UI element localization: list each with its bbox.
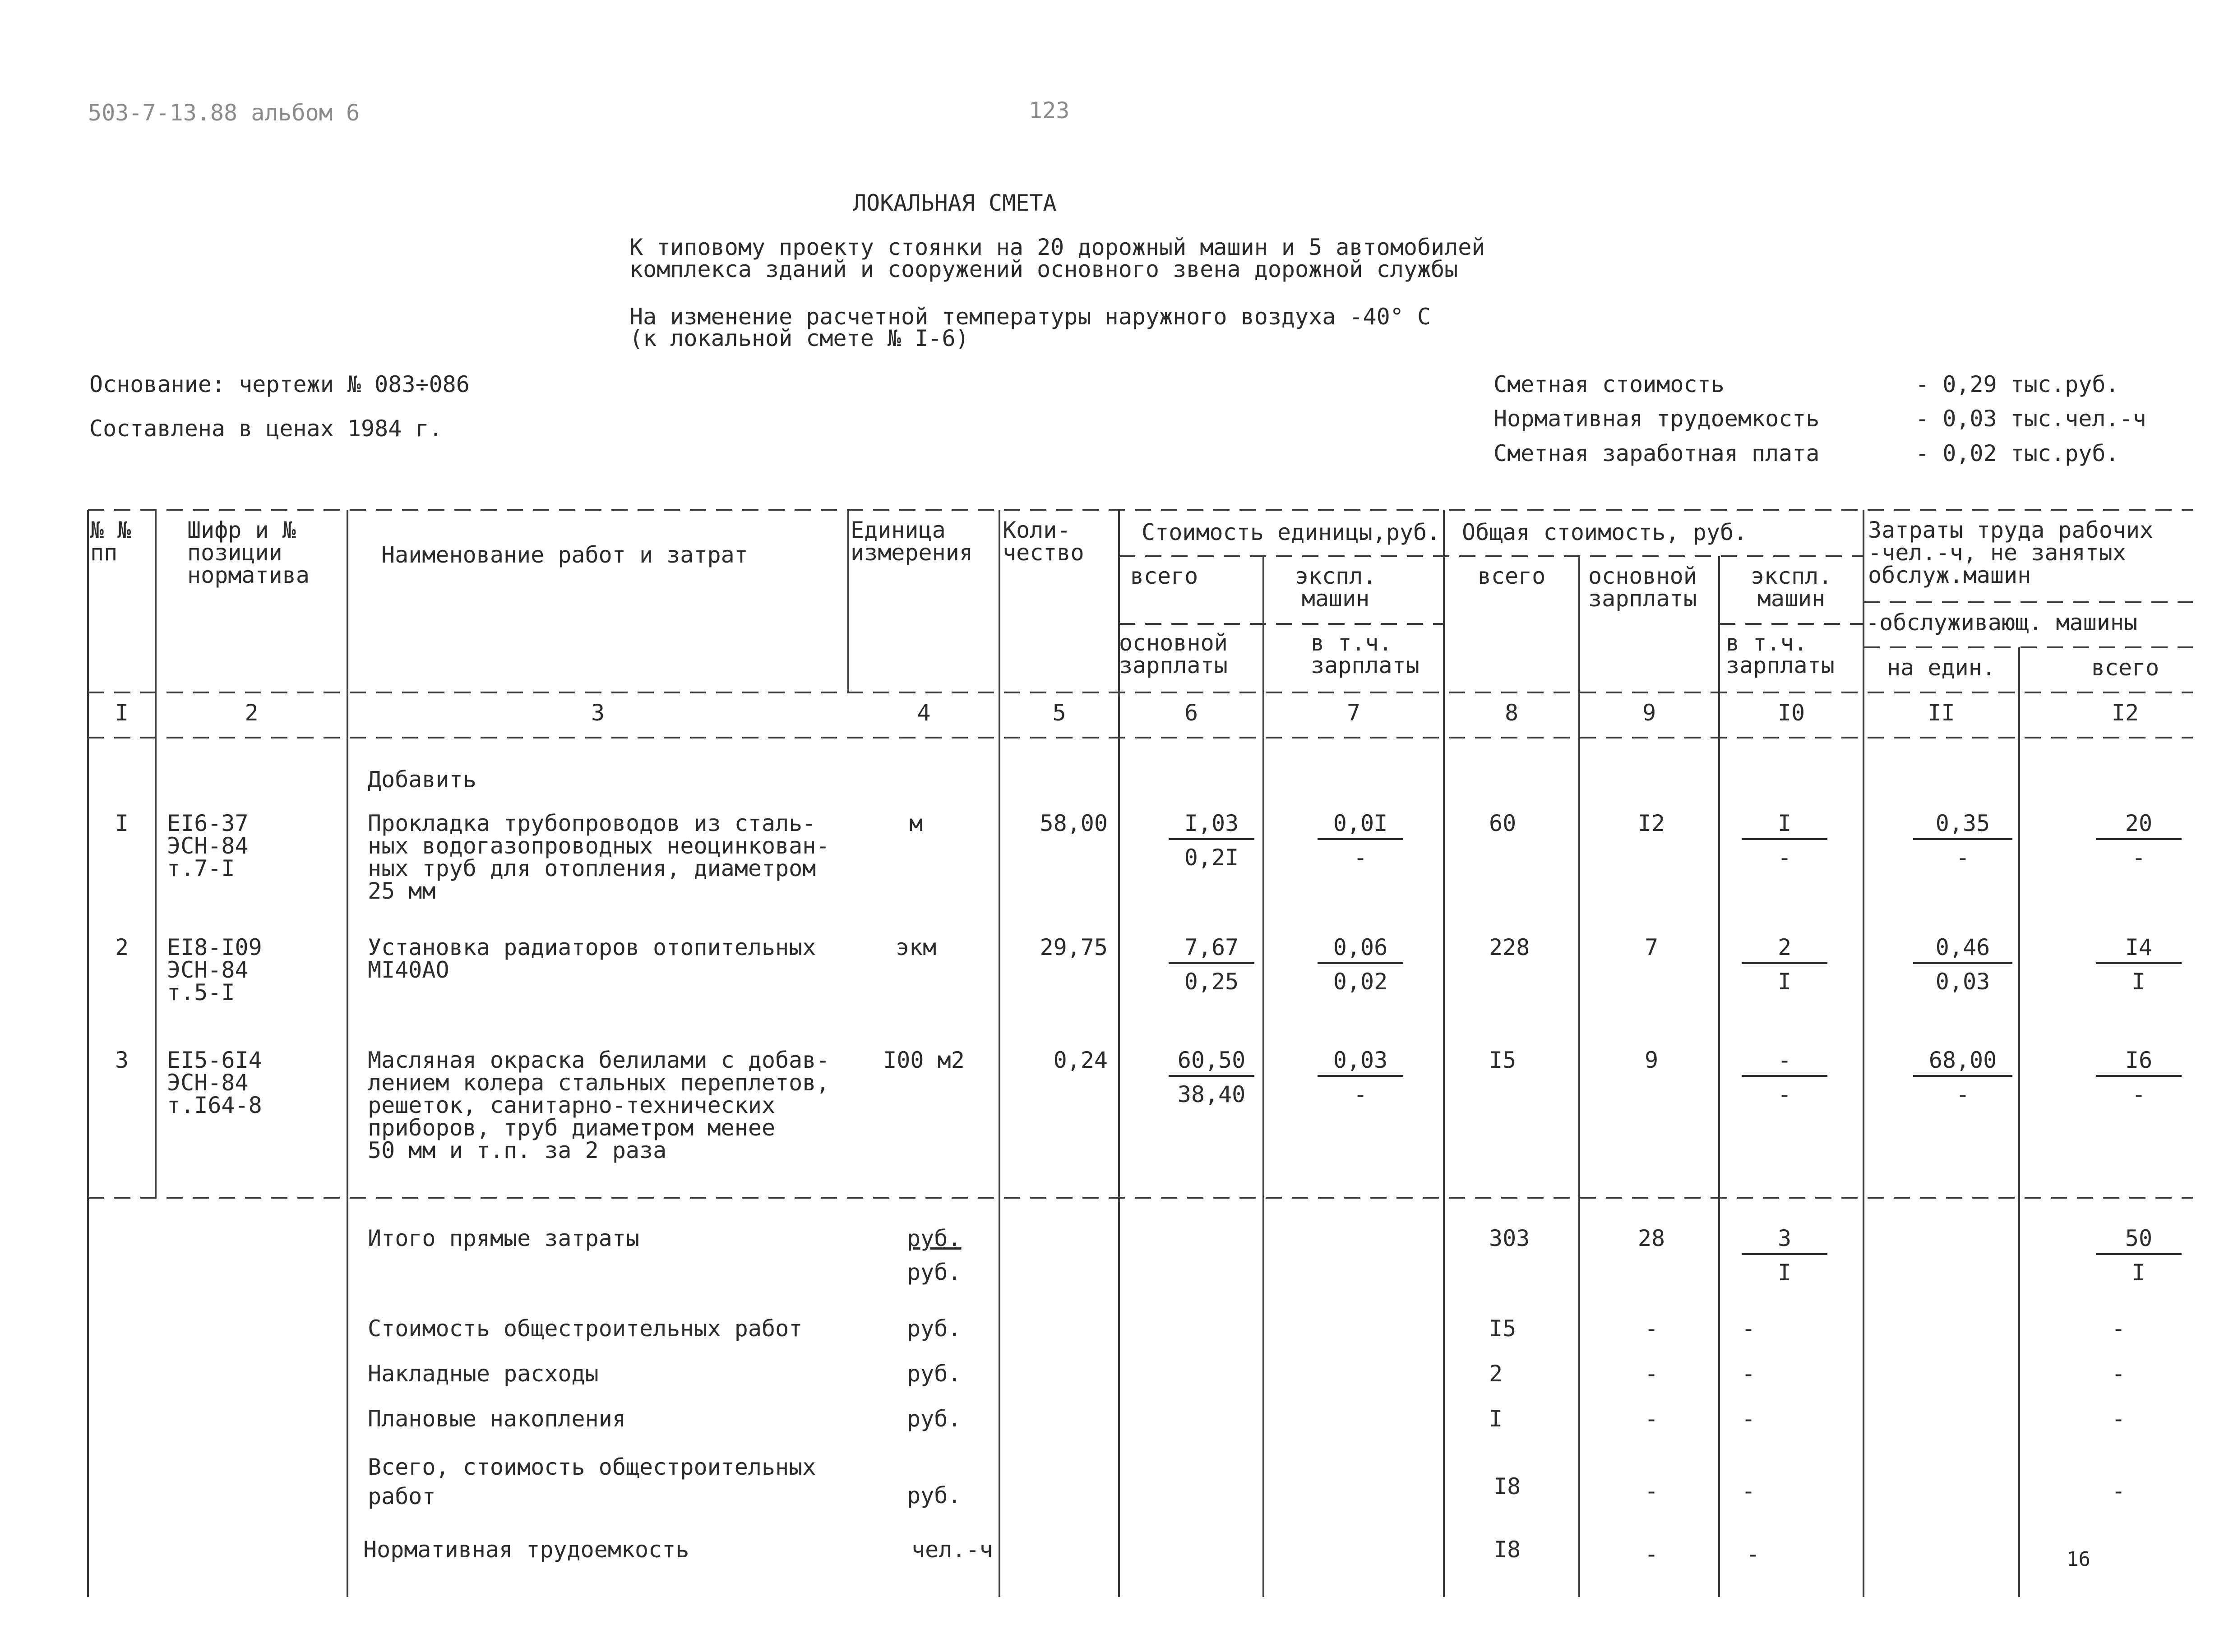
header-labor: Затраты труда рабочих -чел.-ч, не занятых обслуж.машин <box>1868 517 2154 588</box>
row-unit-machines <box>1318 936 1403 993</box>
total-unit: руб. <box>907 1361 962 1387</box>
row-total-wage: 7 <box>1644 934 1659 960</box>
column-number-9: 9 <box>1642 700 1656 726</box>
row-unit-cost <box>1169 936 1254 993</box>
purpose-line-1: На изменение расчетной температуры наружного воздуха -40° С <box>629 304 1431 330</box>
header-work-name: Наименование работ и затрат <box>381 542 748 568</box>
total-cost: 2 <box>1489 1361 1503 1387</box>
total-name: Нормативная трудоемкость <box>363 1537 689 1563</box>
row-unit-cost-wage: 0,2I <box>1184 844 1239 871</box>
total-labor: - <box>2112 1361 2126 1387</box>
summary-label-labor: Нормативная трудоемкость <box>1494 406 1820 432</box>
total-name: Итого прямые затраты <box>368 1225 640 1251</box>
row-unit-machines-total: 0,0I <box>1318 812 1403 840</box>
header-labor-total: всего <box>2091 655 2159 681</box>
subtitle-line-1: К типовому проекту стоянки на 20 дорожный машин и 5 автомобилей <box>629 234 1485 260</box>
subtitle-line-2: комплекса зданий и сооружений основного звена дорожной службы <box>629 256 1458 282</box>
total-labor-top: 50 <box>2096 1227 2182 1255</box>
row-labor-per-unit-top: 0,46 <box>1913 936 2012 964</box>
row-total-machines-total: - <box>1742 1049 1827 1077</box>
header-total-all: всего <box>1477 563 1546 589</box>
total-machines: - <box>1742 1478 1756 1504</box>
header-total-machines: экспл. машин <box>1750 563 1832 612</box>
row-unit-machines-total: 0,06 <box>1318 936 1403 964</box>
row-labor-per-unit-top: 0,35 <box>1913 812 2012 840</box>
total-machines: - <box>1742 1406 1756 1432</box>
purpose-line-2: (к локальной смете № I-6) <box>629 325 969 351</box>
summary-label-cost: Сметная стоимость <box>1494 371 1725 397</box>
total-machines-top: 3 <box>1742 1227 1827 1255</box>
section-label: Добавить <box>368 766 476 793</box>
corner-page-mark: 16 <box>2067 1548 2090 1571</box>
total-name: Всего, стоимость общестроительных работ <box>368 1454 816 1509</box>
summary-label-wage: Сметная заработная плата <box>1494 440 1820 466</box>
column-number-3: 3 <box>591 700 605 726</box>
header-total-cost: Общая стоимость, руб. <box>1462 519 1748 545</box>
total-cost: I <box>1489 1406 1503 1432</box>
summary-value-wage: - 0,02 тыс.руб. <box>1915 440 2119 466</box>
total-unit: руб. <box>907 1315 962 1342</box>
row-total-machines <box>1742 812 1827 869</box>
row-unit: м <box>909 810 923 836</box>
row-number: I <box>115 810 129 836</box>
column-number-11: II <box>1928 700 1955 726</box>
row-code: EI8-I09 ЭСН-84 т.5-I <box>167 934 262 1006</box>
total-wage: - <box>1644 1406 1659 1432</box>
column-number-10: I0 <box>1777 700 1805 726</box>
row-labor-per-unit-top: 68,00 <box>1913 1049 2012 1077</box>
row-labor-total-bottom: - <box>2132 844 2146 871</box>
row-unit-machines-wage: - <box>1353 844 1368 871</box>
total-wage: - <box>1644 1478 1659 1504</box>
header-pp: № № пп <box>90 517 131 566</box>
total-wage: - <box>1644 1315 1659 1342</box>
document-reference: 503-7-13.88 альбом 6 <box>88 100 360 126</box>
row-total-machines <box>1742 936 1827 993</box>
header-unit-machines: экспл. машин <box>1295 563 1377 612</box>
row-total-machines-total: 2 <box>1742 936 1827 964</box>
header-unit-machines-wage: в т.ч. зарплаты <box>1311 630 1420 678</box>
total-cost: I8 <box>1494 1473 1521 1500</box>
row-unit-cost-total: I,03 <box>1169 812 1254 840</box>
row-number: 2 <box>115 934 129 960</box>
header-unit-total: всего <box>1130 563 1198 589</box>
total-unit: чел.-ч <box>911 1537 993 1563</box>
total-machines: - <box>1742 1361 1756 1387</box>
total-unit: руб. <box>907 1482 962 1509</box>
basis-text: Основание: чертежи № 083÷086 <box>89 371 470 397</box>
row-code: EI6-37 ЭСН-84 т.7-I <box>167 810 249 881</box>
row-unit-cost <box>1169 1049 1254 1106</box>
row-total-machines-total: I <box>1742 812 1827 840</box>
document-title: ЛОКАЛЬНАЯ СМЕТА <box>853 190 1057 216</box>
row-unit-cost-wage: 38,40 <box>1177 1081 1246 1107</box>
row-total-cost: 228 <box>1489 934 1530 960</box>
page-number: 123 <box>1029 97 1070 124</box>
row-unit: экм <box>895 934 937 960</box>
row-number: 3 <box>115 1047 129 1073</box>
column-number-12: I2 <box>2111 700 2139 726</box>
total-cost: I5 <box>1489 1315 1517 1342</box>
total-unit: руб. <box>907 1225 962 1251</box>
row-work-name: Прокладка трубопроводов из сталь- ных водогазопроводных неоцинкован- ных труб для отопления, диаметром 25 мм <box>368 810 830 904</box>
total-labor <box>2096 1227 2182 1284</box>
total-name: Накладные расходы <box>368 1361 599 1387</box>
header-code: Шифр и № позиции норматива <box>187 517 310 588</box>
total-name: Плановые накопления <box>368 1406 626 1432</box>
row-unit-machines-wage: 0,02 <box>1333 969 1388 995</box>
row-unit-cost <box>1169 812 1254 869</box>
total-labor-bottom: I <box>2132 1260 2146 1286</box>
row-unit-machines <box>1318 812 1403 869</box>
row-unit-cost-wage: 0,25 <box>1184 969 1239 995</box>
total-name: Стоимость общестроительных работ <box>368 1315 803 1342</box>
column-number-8: 8 <box>1504 700 1519 726</box>
row-code: EI5-6I4 ЭСН-84 т.I64-8 <box>167 1047 262 1118</box>
row-quantity: 0,24 <box>1053 1047 1108 1073</box>
summary-value-labor: - 0,03 тыс.чел.-ч <box>1915 406 2146 432</box>
row-unit-cost-total: 60,50 <box>1169 1049 1254 1077</box>
header-unit-cost: Стоимость единицы,руб. <box>1142 519 1441 545</box>
row-labor-per-unit <box>1913 936 2012 993</box>
row-total-machines-wage: - <box>1777 1081 1792 1107</box>
total-cost: 303 <box>1489 1225 1530 1251</box>
header-unit: Единица измерения <box>851 517 973 566</box>
total-machines: - <box>1746 1541 1760 1567</box>
header-labor-sub: -обслуживающ. машины <box>1866 609 2138 636</box>
total-unit-secondary: руб. <box>907 1259 962 1285</box>
total-unit: руб. <box>907 1406 962 1432</box>
row-total-machines-wage: - <box>1777 844 1792 871</box>
total-wage: - <box>1644 1361 1659 1387</box>
row-total-wage: I2 <box>1637 810 1665 836</box>
row-labor-per-unit-bottom: 0,03 <box>1935 969 1990 995</box>
row-total-wage: 9 <box>1644 1047 1659 1073</box>
column-number-1: I <box>115 700 129 726</box>
total-labor: - <box>2112 1478 2126 1504</box>
header-quantity: Коли- чество <box>1003 517 1084 566</box>
row-unit-machines-total: 0,03 <box>1318 1049 1403 1077</box>
row-unit: I00 м2 <box>883 1047 965 1073</box>
row-labor-total-top: I6 <box>2096 1049 2182 1077</box>
header-unit-wage: основной зарплаты <box>1119 630 1228 678</box>
column-number-5: 5 <box>1052 700 1066 726</box>
header-total-machines-wage: в т.ч. зарплаты <box>1726 630 1835 678</box>
row-total-cost: 60 <box>1489 810 1517 836</box>
row-labor-total-bottom: I <box>2132 969 2146 995</box>
row-total-machines <box>1742 1049 1827 1106</box>
row-labor-total <box>2096 812 2182 869</box>
row-total-machines-wage: I <box>1777 969 1792 995</box>
column-number-2: 2 <box>245 700 259 726</box>
row-labor-total-top: I4 <box>2096 936 2182 964</box>
row-work-name: Установка радиаторов отопительных МI40АО <box>368 934 816 983</box>
column-number-6: 6 <box>1184 700 1198 726</box>
total-machines: - <box>1742 1315 1756 1342</box>
total-labor: - <box>2112 1315 2126 1342</box>
row-quantity: 58,00 <box>1040 810 1108 836</box>
price-base-text: Составлена в ценах 1984 г. <box>89 415 443 442</box>
column-number-7: 7 <box>1346 700 1361 726</box>
total-cost: I8 <box>1494 1537 1521 1563</box>
row-labor-total <box>2096 936 2182 993</box>
row-quantity: 29,75 <box>1040 934 1108 960</box>
column-number-4: 4 <box>917 700 931 726</box>
row-labor-per-unit <box>1913 1049 2012 1106</box>
header-total-wage: основной зарплаты <box>1588 563 1697 612</box>
summary-value-cost: - 0,29 тыс.руб. <box>1915 371 2119 397</box>
row-unit-machines <box>1318 1049 1403 1106</box>
total-wage: - <box>1644 1541 1659 1567</box>
row-labor-total-top: 20 <box>2096 812 2182 840</box>
header-labor-per-unit: на един. <box>1887 655 1996 681</box>
row-labor-per-unit <box>1913 812 2012 869</box>
row-unit-cost-total: 7,67 <box>1169 936 1254 964</box>
row-labor-per-unit-bottom: - <box>1956 844 1970 871</box>
row-labor-total-bottom: - <box>2132 1081 2146 1107</box>
total-labor: - <box>2112 1406 2126 1432</box>
total-machines-bottom: I <box>1777 1260 1792 1286</box>
row-total-cost: I5 <box>1489 1047 1517 1073</box>
total-machines <box>1742 1227 1827 1284</box>
total-wage: 28 <box>1637 1225 1665 1251</box>
row-labor-total <box>2096 1049 2182 1106</box>
row-unit-machines-wage: - <box>1353 1081 1368 1107</box>
row-work-name: Масляная окраска белилами с добав- лением колера стальных переплетов, решеток, санитарно-технических приборов, труб диаметром менее 50 мм и т.п. за 2 раза <box>368 1047 830 1163</box>
row-labor-per-unit-bottom: - <box>1956 1081 1970 1107</box>
